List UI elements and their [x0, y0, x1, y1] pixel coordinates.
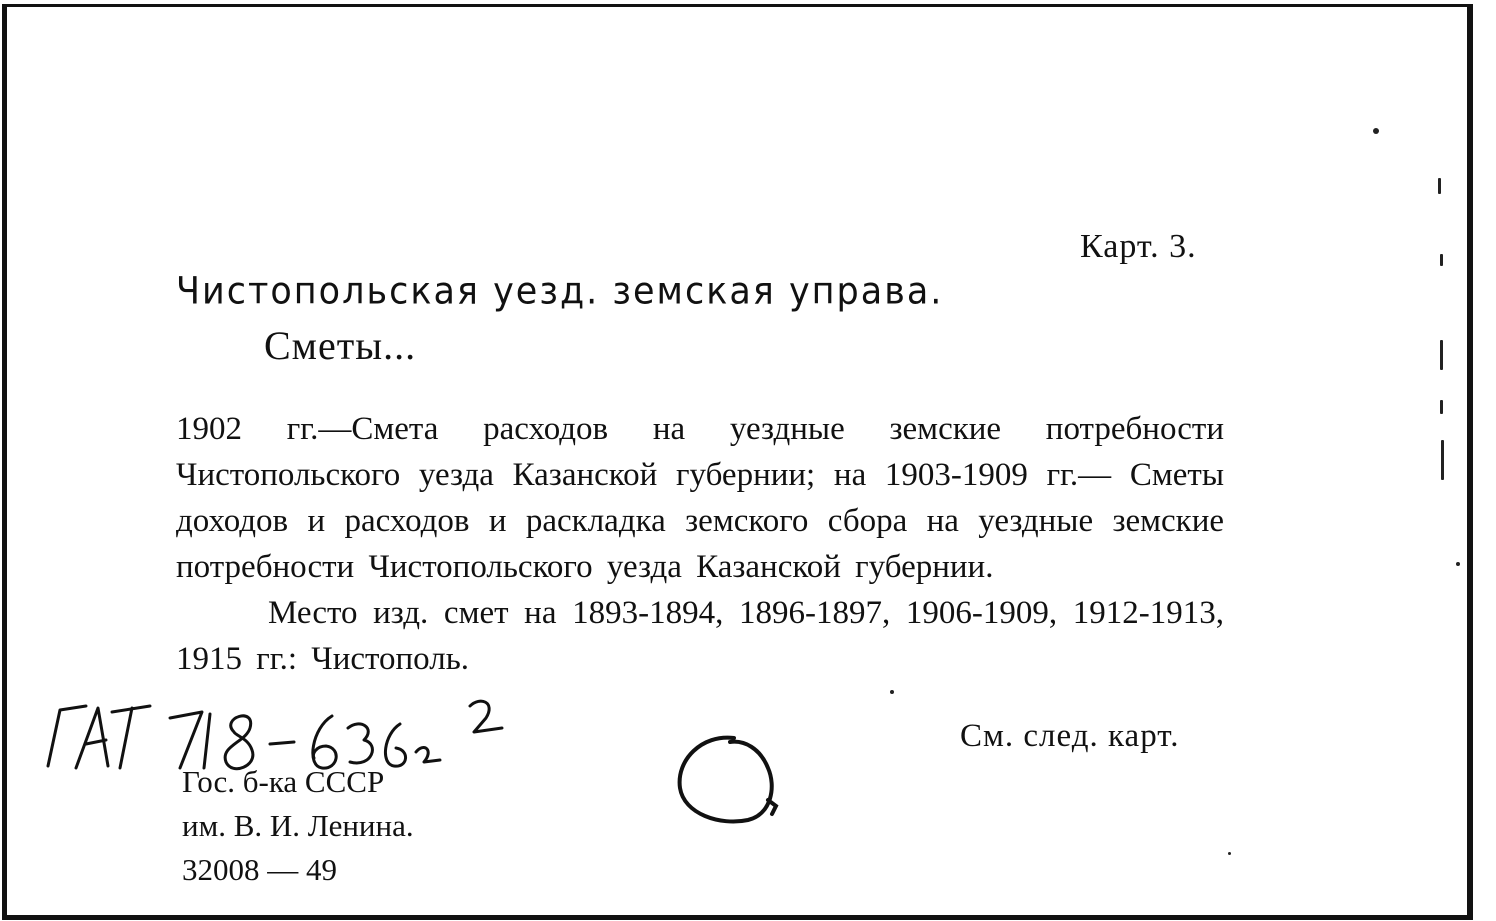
description-paragraph: 1902 гг.—Смета расходов на уездные земские потребности Чистопольского уезда Казанской губернии; на 1903-1909 гг.— Сметы доходов и расходов и раскладка земского сбора на уездные земские потребности Чистопольского уезда Казанской губернии.: [176, 411, 1224, 585]
library-name-line: Гос. б-ка СССР: [182, 764, 385, 799]
scan-speck: [1456, 562, 1460, 566]
scan-speck: [1438, 178, 1441, 194]
scan-speck: [1440, 340, 1443, 370]
card-subheading: Сметы...: [264, 323, 417, 368]
card-body: [176, 406, 1224, 682]
scan-speck: [1441, 440, 1444, 480]
hand-drawn-circle-mark: [672, 730, 782, 830]
publication-place-paragraph: Место изд. смет на 1893-1894, 1896-1897, 1906-1909, 1912-1913, 1915 гг.: Чистополь.: [176, 595, 1224, 677]
library-imprint: [182, 760, 414, 892]
scan-speck: [1228, 852, 1231, 855]
library-dedication-line: им. В. И. Ленина.: [182, 808, 414, 843]
see-next-card-note: См. след. карт.: [960, 718, 1180, 754]
library-print-number: 32008 — 49: [182, 852, 337, 887]
scan-speck: [1440, 400, 1443, 414]
card-heading: Чистопольская уезд. земская управа.: [176, 270, 944, 314]
handwritten-shelfmark-signature: [20, 688, 520, 778]
card-number: Карт. 3.: [1080, 228, 1197, 265]
scan-speck: [890, 690, 894, 694]
scan-speck: [1440, 254, 1443, 266]
scan-speck: [1373, 128, 1379, 134]
